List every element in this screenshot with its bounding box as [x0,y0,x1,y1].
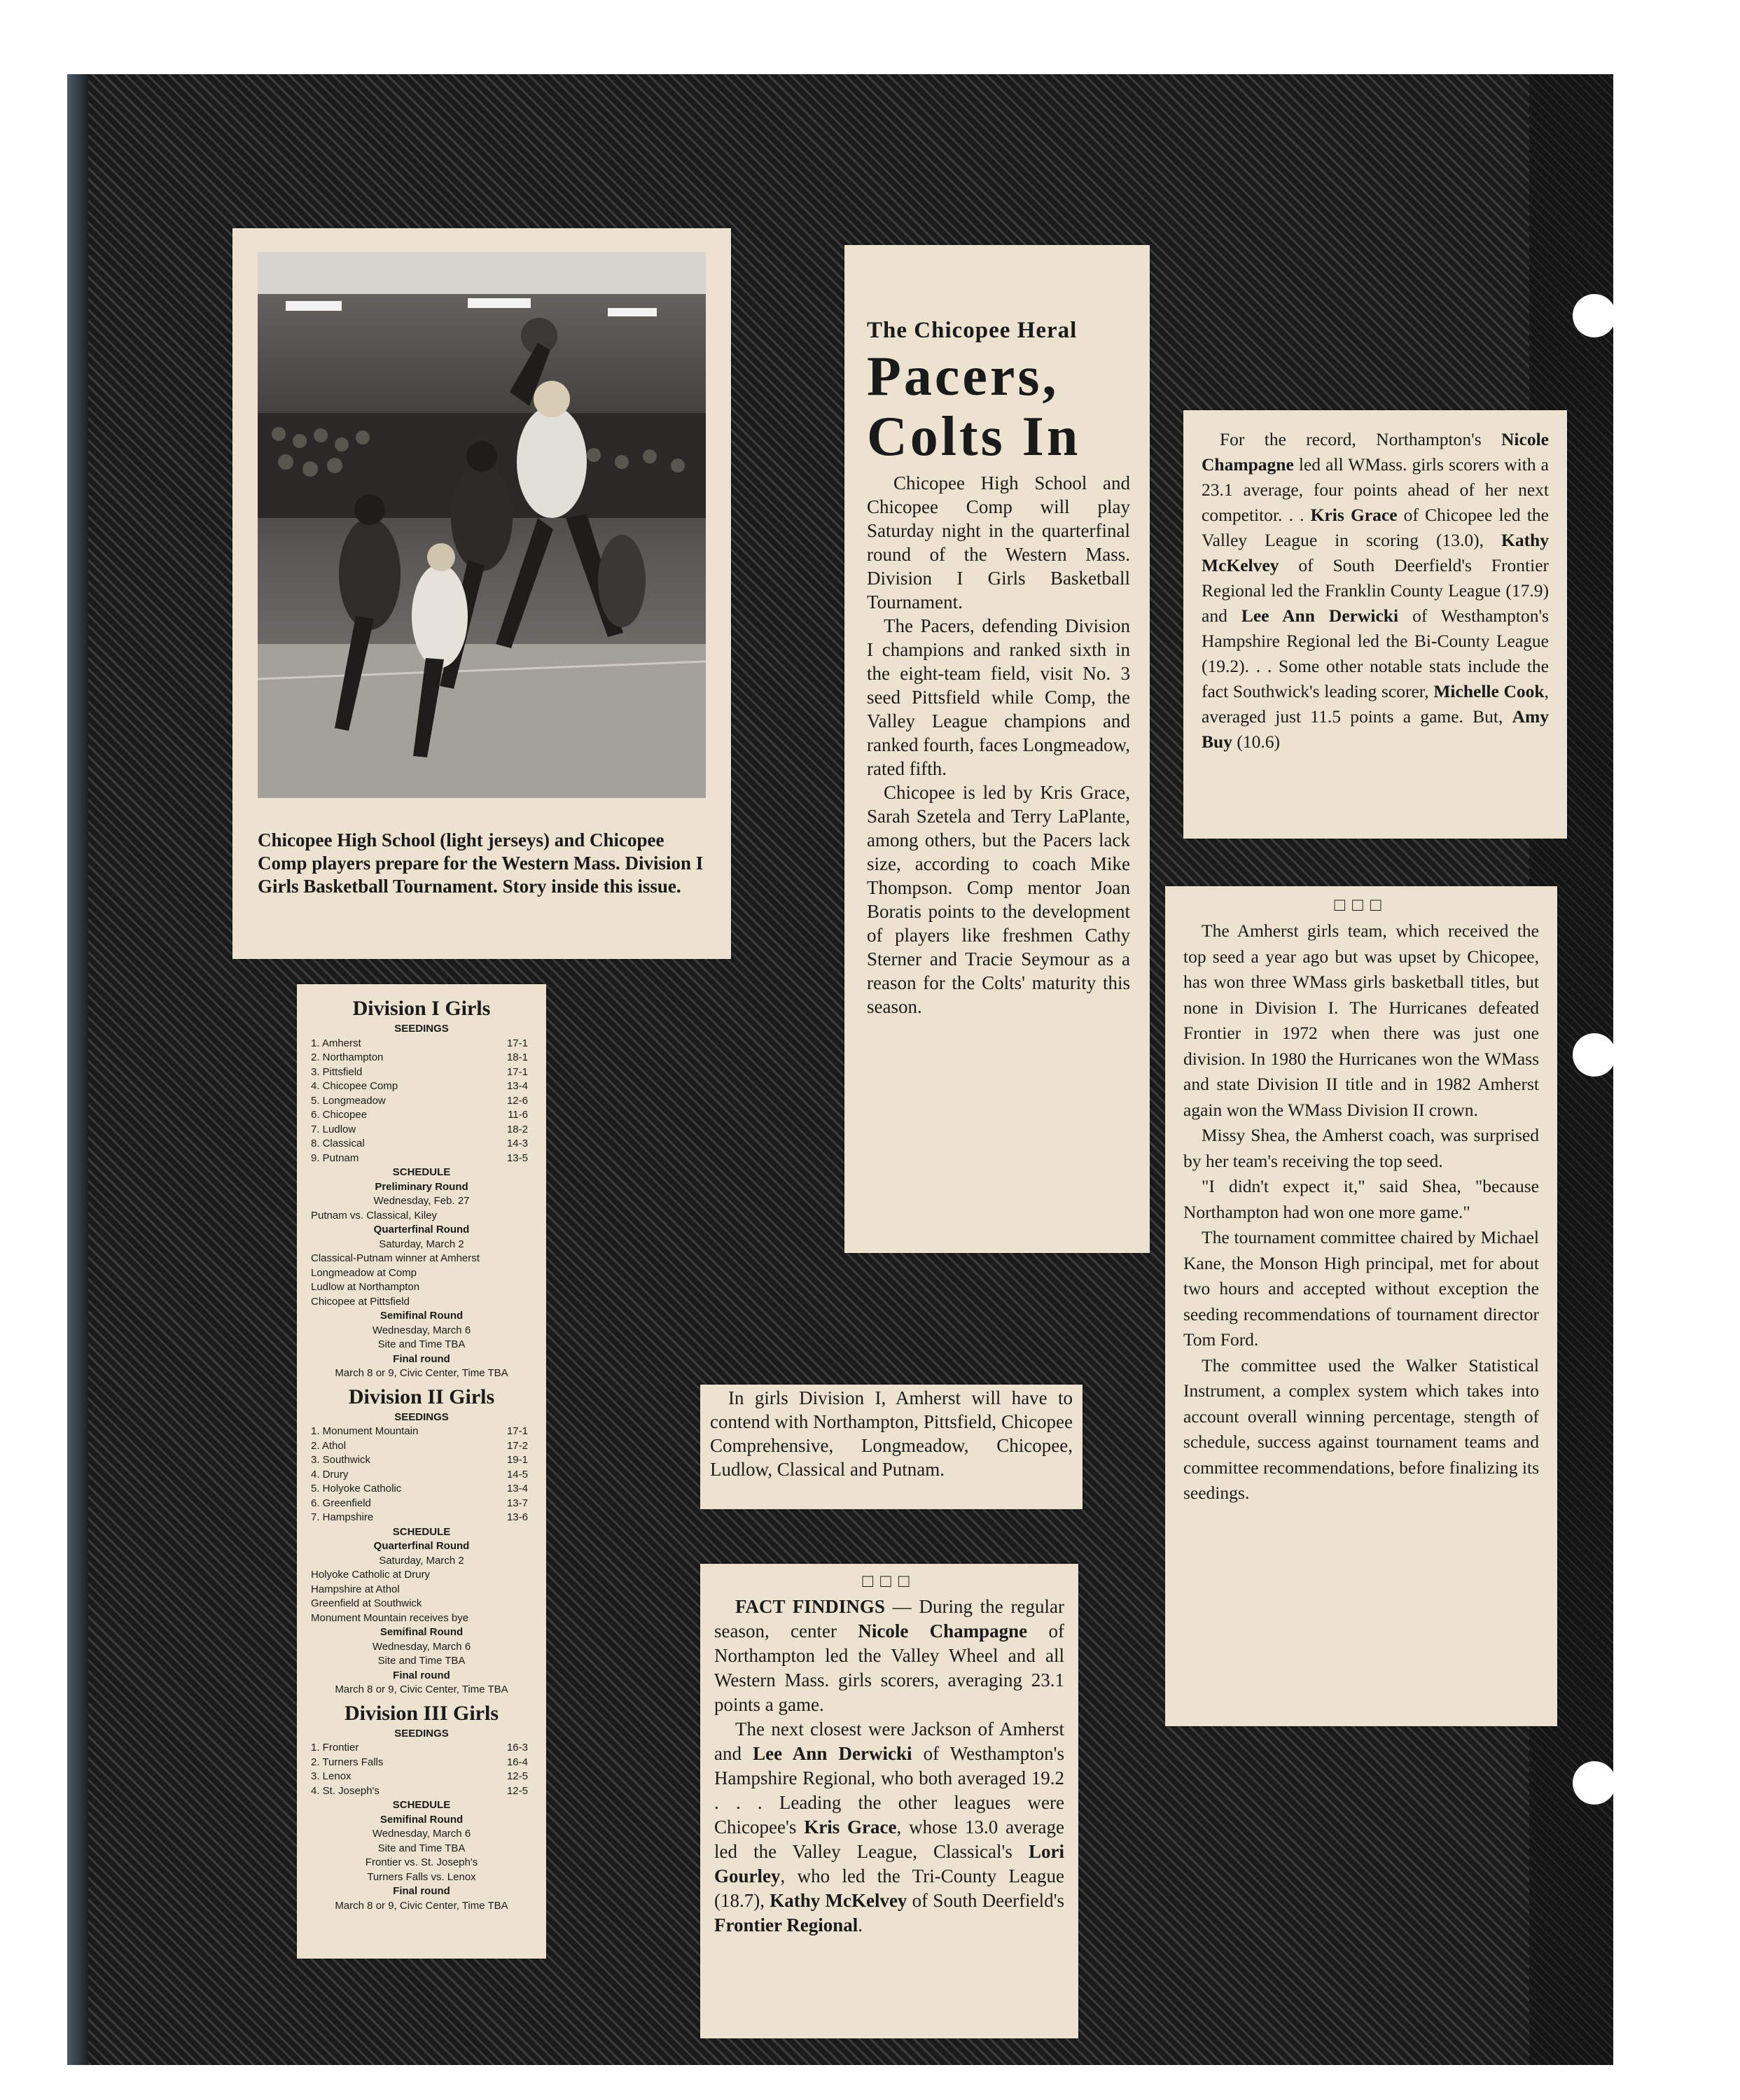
schedule-line: Turners Falls vs. Lenox [367,1870,476,1883]
text-run: of South Deerfield's [907,1890,1064,1911]
schedule-line: Chicopee at Pittsfield [311,1295,410,1308]
team-record: 14-3 [506,1138,528,1149]
team-name: 1. Frontier [311,1742,359,1754]
team-name: 7. Hampshire [311,1511,374,1523]
article-body [867,471,1130,1018]
seeding-row [307,1152,536,1166]
schedule-line: Wednesday, March 6 [372,1324,471,1336]
seeding-row [307,1065,536,1080]
bold-name: Frontier Regional [714,1914,858,1935]
bold-name: Amy Buy [1202,706,1549,752]
team-name: 2. Athol [311,1439,347,1452]
schedule-line: Longmeadow at Comp [311,1266,417,1279]
seeding-row [307,1439,536,1454]
basketball-photo [258,252,706,798]
team-record: 18-2 [506,1123,528,1135]
bold-name: Lee Ann Derwicki [753,1743,912,1764]
separator-boxes: □□□ [1334,895,1388,915]
team-record: 13-7 [506,1497,528,1509]
schedule-line: Ludlow at Northampton [311,1281,420,1293]
seeding-row [307,1424,536,1439]
seeding-row [307,1741,536,1756]
schedule-label: SCHEDULE [392,1799,451,1811]
scrapbook-page [67,74,1613,2065]
text-run: For the record, Northampton's [1220,429,1502,449]
text-run: led all WMass. girls scorers with a 23.1 average, four points ahead of her next competitor. . . [1202,454,1549,525]
binder-hole [1573,1033,1616,1077]
bold-name: Lori Gourley [714,1841,1064,1886]
division-title: Division II Girls [348,1385,495,1408]
girls-division-clipping [700,1385,1083,1509]
record-stats-paragraph [1202,427,1549,755]
schedule-line: Greenfield at Southwick [311,1597,422,1609]
bold-name: Kris Grace [804,1816,897,1837]
headline-line-1: Pacers, [867,346,1059,407]
seeding-row [307,1108,536,1123]
seedings-clipping [297,984,546,1959]
team-record: 11-6 [508,1109,528,1121]
seeding-row [307,1137,536,1152]
schedule-line: Semifinal Round [380,1626,464,1638]
seeding-row [307,1784,536,1799]
schedule-line: Final round [393,1352,450,1365]
text-run: , averaged just 11.5 points a game. But, [1202,681,1549,727]
text-run: of Westhampton's Hampshire Regional, who both averaged 19.2 . . . Leading the other leagues were Chicopee's [714,1743,1064,1837]
headline [867,346,1130,467]
text-run: of Northampton led the Valley Wheel and all Western Mass. girls scorers, averaging 23.1 points a game. [714,1620,1064,1715]
schedule-line: Site and Time TBA [377,1842,466,1854]
bold-name: Michelle Cook [1433,681,1545,701]
newspaper-name: The Chicopee Heral [867,318,1078,343]
schedule-line: Final round [393,1885,450,1897]
team-record: 13-4 [506,1080,528,1092]
team-name: 8. Classical [311,1138,365,1149]
team-record: 13-5 [506,1152,528,1164]
team-name: 5. Longmeadow [311,1094,386,1107]
photo-caption: Chicopee High School (light jerseys) and Chicopee Comp players prepare for the Western Mass. Division I Girls Basketball Tournament. Story inside this issue. [258,830,704,897]
seedings-label: SEEDINGS [394,1727,449,1740]
schedule-line: Site and Time TBA [377,1338,466,1350]
basketball-photo-image [258,252,706,798]
team-name: 5. Holyoke Catholic [311,1483,402,1494]
schedule-line: Wednesday, March 6 [372,1640,471,1653]
team-name: 1. Monument Mountain [311,1425,419,1437]
team-record: 17-1 [506,1065,528,1078]
seeding-row [307,1037,536,1051]
bold-name: Nicole Champagne [1202,429,1549,475]
fact-findings-paragraph [714,1717,1064,1938]
team-name: 9. Putnam [311,1152,359,1164]
article-paragraph: The Amherst girls team, which received the top seed a year ago but was upset by Chicopee, has won three WMass girls basketball titles, but none in Division I. The Hurricanes defeated Frontier in 1972 when there was just one division. In 1980 the Hurricanes won the WMass and state Division II title and in 1982 Amherst again won the WMass Division II crown. [1183,920,1539,1120]
team-record: 13-4 [506,1483,528,1494]
text-run: The next closest were Jackson of Amherst and [714,1718,1064,1764]
seeding-row [307,1094,536,1109]
article-paragraph: The Pacers, defending Division I champions and ranked sixth in the eight-team field, visit No. 3 seed Pittsfield while Comp, the Valley League champions and ranked fourth, faces Longmeadow, rated fifth. [867,615,1130,779]
team-name: 2. Northampton [311,1051,384,1063]
article-paragraph: Chicopee is led by Kris Grace, Sarah Szetela and Terry LaPlante, among others, but the Pacers lack size, according to coach Mike Thompson. Comp mentor Joan Boratis points to the development of players like freshmen Cathy Sterner and Tracie Seymour as a reason for the Colts' maturity this season. [867,782,1130,1017]
seeding-row [307,1051,536,1065]
photo-clipping [232,228,731,959]
bold-name: Kris Grace [1310,505,1398,525]
seeding-row [307,1756,536,1770]
fact-findings-clipping [700,1564,1078,2038]
team-record: 12-5 [506,1770,528,1782]
team-record: 12-5 [506,1784,528,1797]
text-run: (10.6) [1232,732,1280,752]
seeding-row [307,1468,536,1483]
schedule-line: March 8 or 9, Civic Center, Time TBA [335,1684,508,1695]
schedule-line: March 8 or 9, Civic Center, Time TBA [335,1367,508,1379]
text-run: — During the regular season, center [714,1596,1064,1642]
bold-name: Nicole Champagne [858,1620,1028,1642]
team-record: 14-5 [506,1468,528,1480]
team-record: 17-1 [506,1425,528,1437]
team-name: 4. Drury [311,1468,349,1480]
amherst-seeding-clipping [1165,886,1557,1726]
team-name: 4. Chicopee Comp [311,1080,398,1092]
fact-findings-paragraph [714,1595,1064,1717]
team-record: 12-6 [506,1094,528,1107]
schedule-line: Putnam vs. Classical, Kiley [311,1209,438,1222]
schedule-line: Final round [393,1669,450,1681]
team-record: 18-1 [506,1051,528,1063]
schedule-line: Holyoke Catholic at Drury [311,1569,431,1581]
seeding-row [307,1497,536,1511]
schedule-line: Hampshire at Athol [311,1583,400,1595]
bold-name: FACT FINDINGS [735,1596,885,1617]
schedule-line: Quarterfinal Round [373,1540,470,1552]
schedule-label: SCHEDULE [392,1166,451,1178]
page-binding-edge [67,74,88,2065]
team-record: 16-3 [506,1742,528,1754]
seeding-row [307,1453,536,1468]
team-record: 16-4 [506,1756,528,1768]
team-name: 4. St. Joseph's [311,1784,380,1797]
team-record: 19-1 [506,1454,528,1466]
text-run: , who led the Tri-County League (18.7), [714,1865,1064,1911]
team-name: 6. Chicopee [311,1109,368,1121]
schedule-line: Saturday, March 2 [379,1554,464,1567]
schedule-line: Semifinal Round [380,1813,464,1826]
seeding-row [307,1123,536,1138]
girls-division-text: In girls Division I, Amherst will have to contend with Northampton, Pittsfield, Chicopee Comprehensive, Longmeadow, Chicopee, Ludlow, Classical and Putnam. [710,1387,1073,1480]
division-title: Division I Girls [352,997,491,1020]
schedule-line: Wednesday, March 6 [372,1828,471,1840]
team-name: 3. Southwick [311,1454,371,1466]
team-name: 1. Amherst [311,1037,361,1049]
text-run: of Chicopee led the Valley League in scoring (13.0), [1202,505,1549,550]
team-name: 3. Pittsfield [311,1065,363,1078]
text-run: , whose 13.0 average led the Valley League, Classical's [714,1816,1065,1862]
seeding-row [307,1482,536,1497]
article-paragraph: Missy Shea, the Amherst coach, was surprised by her team's receiving the top seed. [1183,1125,1539,1171]
bold-name: Kathy McKelvey [1202,530,1549,575]
schedule-line: Site and Time TBA [377,1655,466,1667]
article-paragraph: The tournament committee chaired by Michael Kane, the Monson High principal, met for about two hours and accepted without exception the seeding recommendations of tournament director Tom Ford. [1183,1227,1539,1350]
schedule-line: Saturday, March 2 [379,1238,464,1250]
team-record: 17-2 [506,1439,528,1452]
headline-clipping [844,245,1150,1253]
bold-name: Kathy McKelvey [770,1890,907,1911]
team-name: 7. Ludlow [311,1123,356,1135]
schedule-label: SCHEDULE [392,1525,451,1538]
team-name: 3. Lenox [311,1770,352,1782]
article-paragraph: Chicopee High School and Chicopee Comp will play Saturday night in the quarterfinal round of the Western Mass. Division I Girls Basketball Tournament. [867,472,1130,612]
schedule-line: Wednesday, Feb. 27 [373,1195,470,1207]
schedule-line: March 8 or 9, Civic Center, Time TBA [335,1899,508,1912]
division-title: Division III Girls [344,1701,499,1725]
text-run: . [858,1914,863,1935]
schedule-line: Monument Mountain receives bye [311,1611,469,1624]
binder-hole [1573,294,1616,337]
schedule-line: Semifinal Round [380,1310,464,1322]
schedule-line: Preliminary Round [375,1180,468,1193]
team-record: 17-1 [506,1037,528,1049]
seedings-label: SEEDINGS [394,1410,449,1423]
team-name: 2. Turners Falls [311,1756,384,1768]
headline-line-2: Colts In [867,406,1081,468]
article-paragraph: "I didn't expect it," said Shea, "because Northampton had won one more game." [1183,1176,1539,1222]
schedule-line: Frontier vs. St. Joseph's [365,1856,478,1868]
article-paragraph: The committee used the Walker Statistical Instrument, a complex system which takes into account overall winning percentage, stength of schedule, success against tournament teams and committee recommendations, before finalizing its seedings. [1183,1354,1539,1503]
text-run: of South Deerfield's Frontier Regional led the Franklin County League (17.9) and [1202,555,1549,626]
seedings-label: SEEDINGS [394,1023,449,1035]
bold-name: Lee Ann Derwicki [1241,606,1399,626]
schedule-line: Quarterfinal Round [373,1224,470,1236]
seeding-row [307,1511,536,1525]
binder-hole [1573,1761,1616,1805]
seeding-row [307,1770,536,1784]
text-run: of Westhampton's Hampshire Regional led the Bi-County League (19.2). . . Some other notable stats include the fact Southwick's leading scorer, [1202,606,1549,701]
record-stats-clipping [1183,410,1567,839]
separator-boxes: □□□ [862,1571,917,1591]
seeding-row [307,1079,536,1094]
team-record: 13-6 [506,1511,528,1523]
schedule-line: Classical-Putnam winner at Amherst [311,1252,480,1264]
team-name: 6. Greenfield [311,1497,371,1509]
